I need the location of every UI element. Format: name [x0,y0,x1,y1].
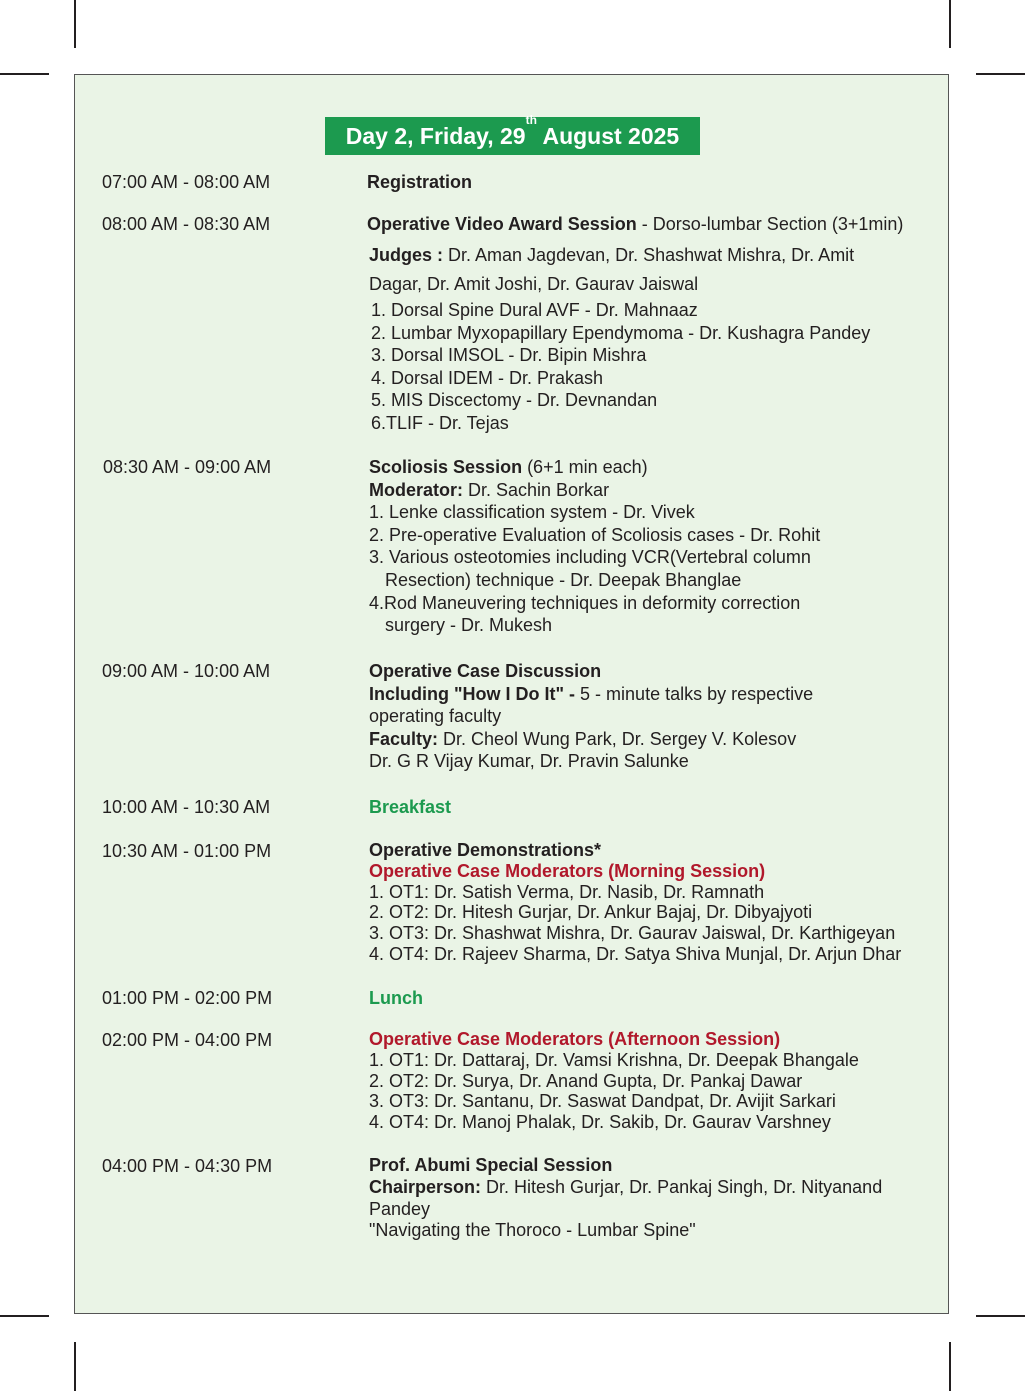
list-item: 4.Rod Maneuvering techniques in deformity correction [369,592,801,613]
crop-mark [74,0,76,48]
session-title: Prof. Abumi Special Session [369,1155,613,1175]
slot-details [367,171,472,194]
faculty-label: Faculty: [369,728,439,749]
talk-list [371,299,870,435]
session-title: Operative Video Award Session [367,214,637,234]
session-note: - Dorso-lumbar Section (3+1min) [636,214,904,234]
slot-details [369,1155,882,1242]
slot-time: 10:30 AM - 01:00 PM [102,841,272,861]
list-item: 5. MIS Discectomy - Dr. Devnandan [371,390,658,411]
chair-label: Chairperson: [369,1176,482,1197]
session-note: 5 - minute talks by respective [580,683,814,704]
faculty-names: Dr. G R Vijay Kumar, Dr. Pravin Salunke [369,751,689,772]
list-item: 4. Dorsal IDEM - Dr. Prakash [371,367,604,388]
slot-details [369,456,820,637]
list-item: 3. OT3: Dr. Shashwat Mishra, Dr. Gaurav Jaiswal, Dr. Karthigeyan [369,923,896,944]
slot-details [369,840,901,965]
list-item: 1. OT1: Dr. Dattaraj, Dr. Vamsi Krishna, Dr. Deepak Bhangale [369,1049,859,1070]
slot-time: 10:00 AM - 10:30 AM [102,797,271,817]
list-item-continued: surgery - Dr. Mukesh [385,615,553,636]
list-item: 3. OT3: Dr. Santanu, Dr. Saswat Dandpat, Dr. Avijit Sarkari [369,1091,836,1112]
list-item: 1. Lenke classification system - Dr. Vivek [369,502,695,523]
slot-details [369,796,451,819]
slot-time: 02:00 PM - 04:00 PM [102,1030,273,1050]
slot-time: 07:00 AM - 08:00 AM [102,172,271,192]
session-subtitle: Including "How I Do It" - [369,683,581,704]
crop-mark [976,73,1025,75]
list-item: 2. Lumbar Myxopapillary Ependymoma - Dr. Kushagra Pandey [371,322,871,343]
list-item: 3. Dorsal IMSOL - Dr. Bipin Mishra [371,345,647,366]
crop-mark [949,1342,951,1391]
session-title: Operative Demonstrations* [369,840,602,860]
moderator-name: Dr. Sachin Borkar [463,479,610,500]
crop-mark [949,0,951,48]
judges-block [369,241,854,299]
slot-details [367,213,903,236]
session-note: (6+1 min each) [522,457,648,477]
list-item: 3. Various osteotomies including VCR(Vertebral column [369,547,811,568]
session-note: operating faculty [369,706,502,727]
list-item: 1. Dorsal Spine Dural AVF - Dr. Mahnaaz [371,300,698,320]
list-item: 2. OT2: Dr. Hitesh Gurjar, Dr. Ankur Bajaj, Dr. Dibyajyoti [369,902,813,923]
list-item: 4. OT4: Dr. Rajeev Sharma, Dr. Satya Shiva Munjal, Dr. Arjun Dhar [369,943,902,964]
slot-time: 01:00 PM - 02:00 PM [102,988,273,1008]
slot-time: 04:00 PM - 04:30 PM [102,1156,273,1176]
crop-mark [74,1342,76,1391]
chair-names: Dr. Hitesh Gurjar, Dr. Pankaj Singh, Dr. Nityanand [481,1176,883,1197]
judges-label: Judges : [369,245,444,265]
slot-details [369,1029,859,1133]
list-item: 4. OT4: Dr. Manoj Phalak, Dr. Sakib, Dr. Gaurav Varshney [369,1112,831,1133]
slot-details [369,987,423,1010]
list-item: 2. Pre-operative Evaluation of Scoliosis cases - Dr. Rohit [369,524,821,545]
session-title: Operative Case Moderators (Afternoon Session) [369,1029,781,1049]
crop-mark [0,73,49,75]
session-title: Scoliosis Session [369,457,523,477]
day-title: Day 2, Friday, 29th August 2025 [325,117,700,155]
session-subtitle: Operative Case Moderators (Morning Session) [369,860,766,881]
session-title-line [367,213,903,236]
crop-mark [976,1315,1025,1317]
moderator-label: Moderator: [369,479,463,500]
slot-details [369,660,813,773]
slot-time: 08:30 AM - 09:00 AM [103,457,272,477]
session-title: Operative Case Discussion [369,661,602,681]
list-item: 6.TLIF - Dr. Tejas [371,412,509,433]
session-title: Registration [367,172,473,192]
session-title: Lunch [369,988,423,1008]
list-item: 2. OT2: Dr. Surya, Dr. Anand Gupta, Dr. Pankaj Dawar [369,1070,803,1091]
list-item-continued: Resection) technique - Dr. Deepak Bhanglae [385,569,742,590]
judges-names: Dagar, Dr. Amit Joshi, Dr. Gaurav Jaiswal [369,274,699,294]
slot-time: 08:00 AM - 08:30 AM [102,214,271,234]
judges-names: Dr. Aman Jagdevan, Dr. Shashwat Mishra, Dr. Amit [443,245,855,265]
slot-time: 09:00 AM - 10:00 AM [102,661,271,681]
crop-mark [0,1315,49,1317]
session-title: Breakfast [369,797,452,817]
list-item: 1. OT1: Dr. Satish Verma, Dr. Nasib, Dr. Ramnath [369,881,765,902]
faculty-names: Dr. Cheol Wung Park, Dr. Sergey V. Kolesov [438,728,797,749]
talk-title: "Navigating the Thoroco - Lumbar Spine" [369,1220,696,1241]
chair-names: Pandey [369,1198,431,1219]
